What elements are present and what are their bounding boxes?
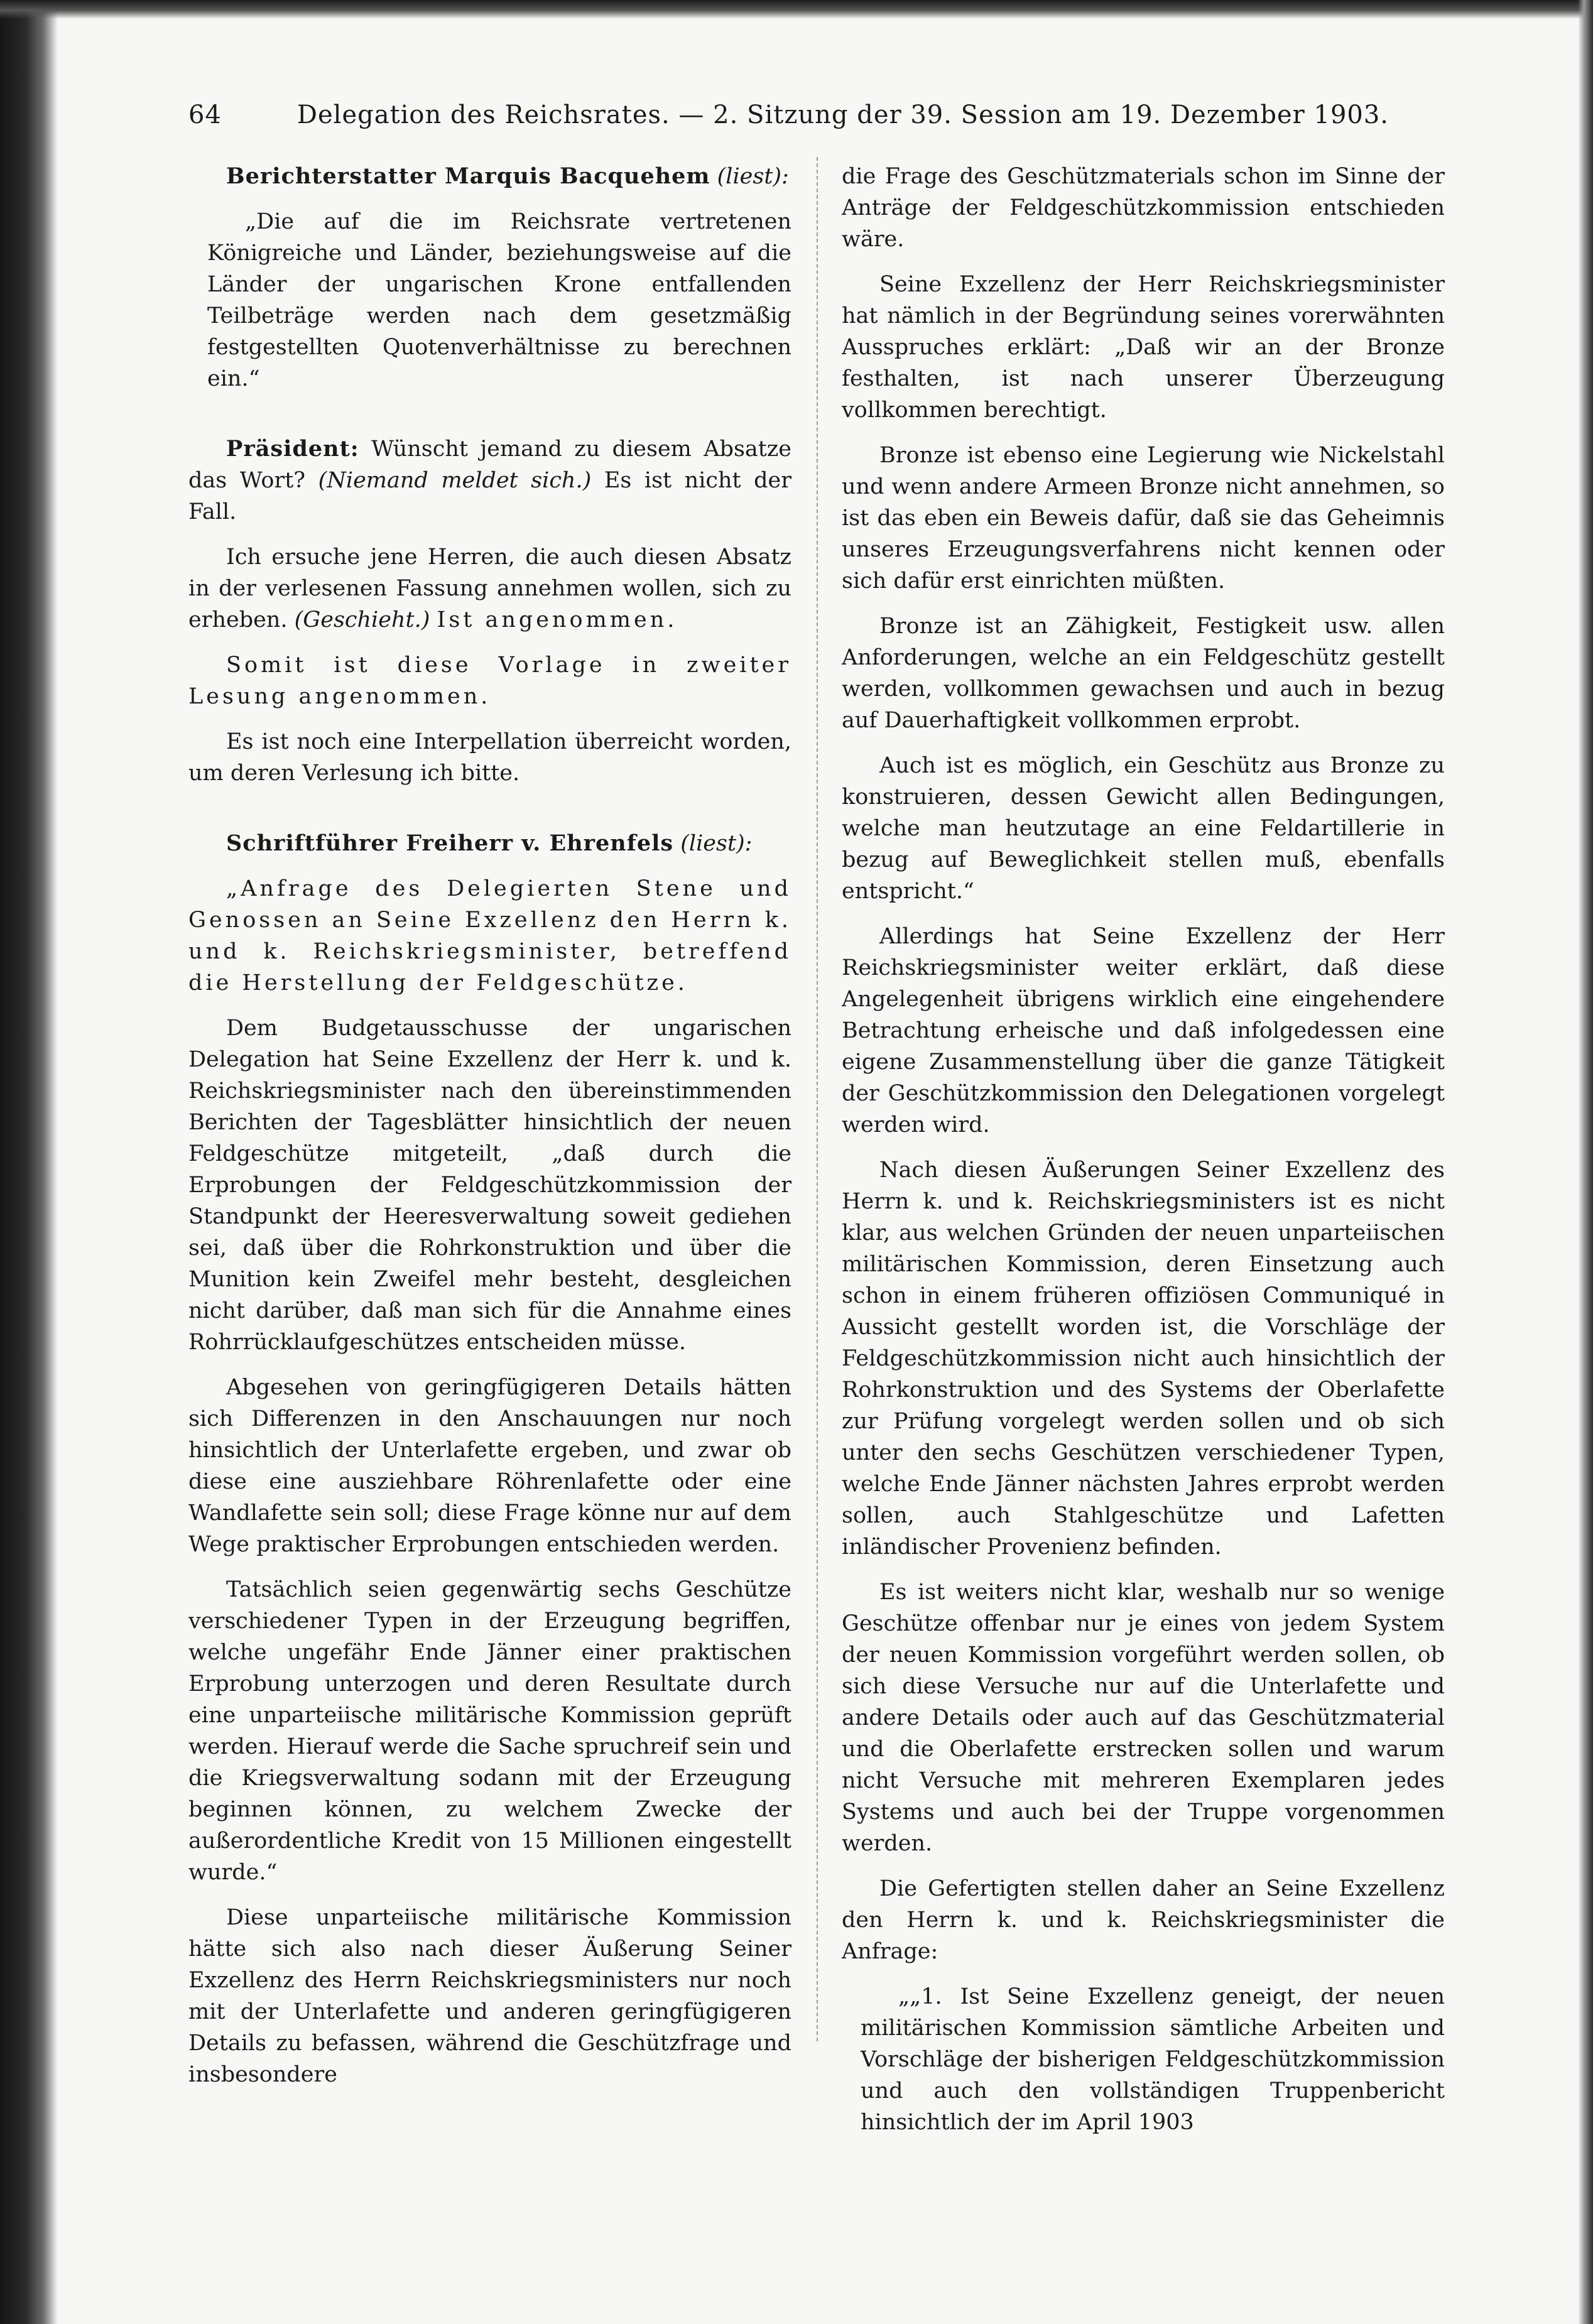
paragraph: Somit ist diese Vorlage in zweiter Lesung angenommen. [188, 653, 791, 709]
paragraph [188, 541, 791, 636]
speaker-name: Berichterstatter Marquis Bacquehem [226, 163, 710, 189]
paragraph: Diese unparteiische militärische Kommission hätte sich also nach dieser Äußerung Seiner Exzellenz des Herrn Reichskriegsministers nur noch mit der Unterlafette und anderen geringfügigeren Details zu befassen, während die Geschützfrage und insbesondere [188, 1905, 791, 2087]
paragraph: Tatsächlich seien gegenwärtig sechs Geschütze verschiedener Typen in der Erzeugung begriffen, welche ungefähr Ende Jänner einer praktischen Erprobung unterzogen und deren Resultate durch eine unparteiische militärische Kommission geprüft werden. Hierauf werde die Sache spruchreif sein und die Kriegsverwaltung sodann mit der Erzeugung beginnen können, zu welchem Zwecke der außerordentliche Kredit von 15 Millionen eingestellt wurde.“ [188, 1577, 791, 1885]
running-head [188, 100, 1445, 129]
paragraph: Allerdings hat Seine Exzellenz der Herr Reichskriegsminister weiter erklärt, daß diese Angelegenheit übrigens wirklich eine eingehendere Betrachtung erheische und daß infolgedessen eine eigene Zusammenstellung über die ganze Tätigkeit der Geschützkommission den Delegationen vorgelegt werden wird. [842, 924, 1445, 1138]
paragraph: Dem Budgetausschusse der ungarischen Delegation hat Seine Exzellenz der Herr k. und k. Reichskriegsminister nach den übereinstimmenden Berichten der Tagesblätter hinsichtlich der neuen Feldgeschütze mitgeteilt, „daß durch die Erprobungen der Feldgeschützkommission der Standpunkt der Heeresverwaltung soweit gediehen sei, daß über die Rohrkonstruktion und über die Munition kein Zweifel mehr besteht, desgleichen nicht darüber, daß man sich für die Annahme eines Rohrrücklaufgeschützes entscheiden müsse. [188, 1016, 791, 1355]
speech-text: Wünscht jemand zu diesem Absatze das Wort? [188, 437, 791, 493]
right-column [829, 161, 1445, 2152]
speech-text: Ich ersuche jene Herren, die auch diesen Absatz in der verlesenen Fassung annehmen wollen, sich zu erheben. [188, 545, 791, 633]
paragraph: „Die auf die im Reichsrate vertretenen Königreiche und Länder, beziehungsweise auf die Länder der ungarischen Krone entfallenden Teilbeträge werden nach dem gesetzmäßig festgestellten Quotenverhältnisse zu berechnen ein.“ [207, 209, 791, 391]
paragraph: Die Gefertigten stellen daher an Seine Exzellenz den Herrn k. und k. Reichskriegsminister die Anfrage: [842, 1876, 1445, 1964]
document-page [188, 100, 1445, 2224]
paragraph: Bronze ist an Zähigkeit, Festigkeit usw. allen Anforderungen, welche an ein Feldgeschütz gestellt werden, vollkommen gewachsen und auch in bezug auf Dauerhaftigkeit vollkommen erprobt. [842, 614, 1445, 733]
paragraph: Abgesehen von geringfügigeren Details hätten sich Differenzen in den Anschauungen nur noch hinsichtlich der Unterlafette ergeben, und zwar ob diese eine ausziehbare Röhrenlafette oder eine Wandlafette sein soll; diese Frage könne nur auf dem Wege praktischer Erprobungen entschieden werden. [188, 1375, 791, 1557]
stage-direction: (liest): [717, 164, 789, 189]
paragraph: „„1. Ist Seine Exzellenz geneigt, der neuen militärischen Kommission sämtliche Arbeiten und Vorschläge der bisherigen Feldgeschützkommission und auch den vollständigen Truppenbericht hinsichtlich der im April 1903 [861, 1984, 1445, 2135]
stage-direction: (liest): [680, 831, 753, 856]
speaker-name: Schriftführer Freiherr v. Ehrenfels [226, 830, 674, 856]
paragraph: die Frage des Geschützmaterials schon im Sinne der Anträge der Feldgeschützkommission entschieden wäre. [842, 164, 1445, 252]
scan-border-left [0, 0, 58, 2324]
scan-border-right [1578, 0, 1593, 2324]
paragraph: „Anfrage des Delegierten Stene und Genossen an Seine Exzellenz den Herrn k. und k. Reichskriegsminister, betreffend die Herstellung der Feldgeschütze. [188, 876, 791, 996]
speech-text: Es ist nicht der Fall. [188, 468, 791, 524]
column-divider [817, 157, 818, 2041]
left-column [188, 161, 804, 2152]
page-title: Delegation des Reichsrates. — 2. Sitzung der 39. Session am 19. Dezember 1903. [296, 100, 1389, 129]
paragraph: Es ist noch eine Interpellation überreicht worden, um deren Verlesung ich bitte. [188, 729, 791, 786]
paragraph [188, 433, 791, 528]
paragraph: Nach diesen Äußerungen Seiner Exzellenz des Herrn k. und k. Reichskriegsministers ist es nicht klar, aus welchen Gründen der neuen unparteiischen militärischen Kommission, deren Einsetzung auch schon in einem früheren offiziösen Communiqué in Aussicht gestellt worden ist, die Vorschläge der Feldgeschützkommission nicht auch hinsichtlich der Rohrkonstruktion und des Systems der Oberlafette zur Prüfung vorgelegt werden sollen und ob sich unter den sechs Geschützen verschiedener Typen, welche Ende Jänner nächsten Jahres erprobt werden sollen, auch Stahlgeschütze und Lafetten inländischer Provenienz befinden. [842, 1158, 1445, 1560]
speaker-name: Präsident: [226, 436, 359, 462]
stage-direction: (Geschieht.) [294, 607, 430, 633]
paragraph: Bronze ist ebenso eine Legierung wie Nickelstahl und wenn andere Armeen Bronze nicht annehmen, so ist das eben ein Beweis dafür, daß sie das Geheimnis unseres Erzeugungsverfahrens nicht kennen oder sich dafür erst einrichten müßten. [842, 443, 1445, 594]
scan-border-top [0, 0, 1593, 19]
paragraph: Auch ist es möglich, ein Geschütz aus Bronze zu konstruieren, dessen Gewicht allen Bedingungen, welche man heutzutage an eine Feldartillerie in bezug auf Beweglichkeit stellen muß, ebenfalls entspricht.“ [842, 753, 1445, 904]
speaker-line [188, 161, 791, 192]
paragraph: Es ist weiters nicht klar, weshalb nur so wenige Geschütze offenbar nur je eines von jedem System der neuen Kommission vorgeführt werden sollen, ob sich diese Versuche nur auf die Unterlafette und andere Details oder auch auf das Geschützmaterial und die Oberlafette erstrecken sollen und warum nicht Versuche mit mehreren Exemplaren jedes Systems und auch bei der Truppe vorgenommen werden. [842, 1580, 1445, 1856]
speaker-line [188, 828, 791, 859]
speech-text: Ist angenommen. [437, 607, 678, 633]
paragraph: Seine Exzellenz der Herr Reichskriegsminister hat nämlich in der Begründung seines vorerwähnten Ausspruches erklärt: „Daß wir an der Bronze festhalten, ist nach unserer Überzeugung vollkommen berechtigt. [842, 272, 1445, 423]
page-number: 64 [188, 100, 222, 129]
stage-direction: (Niemand meldet sich.) [318, 468, 592, 493]
